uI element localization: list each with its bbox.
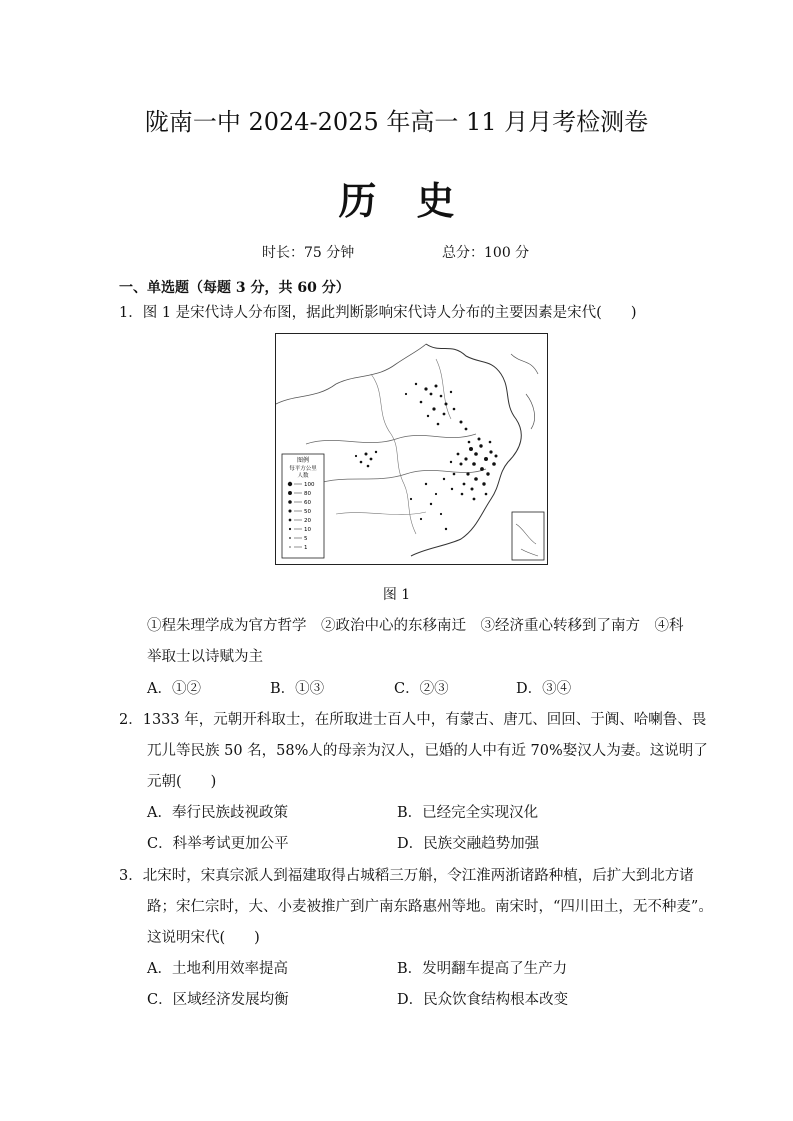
q2-option-a[interactable]: A．奉行民族歧视政策	[147, 805, 288, 821]
legend-marker	[289, 537, 291, 539]
question-3-stem-line3: 这说明宋代( )	[147, 930, 260, 946]
legend-marker	[288, 500, 292, 504]
score-label: 总分：100 分	[442, 245, 530, 261]
q3-option-c[interactable]: C．区域经济发展均衡	[147, 992, 289, 1008]
legend-value: 1	[304, 545, 308, 551]
legend-marker	[288, 482, 292, 486]
q2-option-d[interactable]: D．民族交融趋势加强	[397, 836, 540, 852]
legend-value: 50	[304, 509, 311, 515]
legend-subtitle-2: 人数	[297, 473, 309, 479]
legend-value: 60	[304, 500, 311, 506]
question-3-stem-line1: 3．北宋时，宋真宗派人到福建取得占城稻三万斛，令江淮两浙诸路种植，后扩大到北方诸	[119, 868, 694, 884]
question-1-statements-line2: 举取士以诗赋为主	[147, 649, 263, 665]
q3-option-a[interactable]: A．土地利用效率提高	[147, 961, 288, 977]
section-heading: 一、单选题（每题 3 分，共 60 分）	[119, 280, 350, 296]
q1-option-a[interactable]: A．①②	[147, 681, 201, 697]
question-1-statements-line1: ①程朱理学成为官方哲学 ②政治中心的东移南迁 ③经济重心转移到了南方 ④科	[147, 618, 684, 634]
subject-title: 历史	[338, 178, 495, 223]
figure-caption: 图 1	[382, 587, 411, 603]
song-poet-distribution-map	[275, 333, 548, 565]
legend-value: 5	[304, 536, 308, 542]
question-2-stem-line1: 2．1333 年，元朝开科取士，在所取进士百人中，有蒙古、唐兀、回回、于阗、哈喇鲁、畏	[119, 712, 707, 728]
q2-option-c[interactable]: C．科举考试更加公平	[147, 836, 289, 852]
legend-value: 100	[304, 482, 315, 488]
legend-marker	[288, 509, 291, 512]
question-3-stem-line2: 路；宋仁宗时，大、小麦被推广到广南东路惠州等地。南宋时，“四川田土，无不种麦”。	[147, 899, 713, 915]
q2-option-b[interactable]: B．已经完全实现汉化	[397, 805, 539, 821]
q3-option-d[interactable]: D．民众饮食结构根本改变	[397, 992, 569, 1008]
question-2-stem-line2: 兀儿等民族 50 名，58%人的母亲为汉人，已婚的人中有近 70%娶汉人为妻。这说明了	[147, 743, 708, 759]
q1-option-c[interactable]: C．②③	[394, 681, 449, 697]
map-graphic	[276, 334, 547, 564]
legend-marker	[289, 519, 292, 522]
legend-marker	[289, 528, 291, 530]
question-1-stem: 1．图 1 是宋代诗人分布图，据此判断影响宋代诗人分布的主要因素是宋代( )	[119, 305, 637, 321]
legend-value: 80	[304, 491, 311, 497]
q1-option-b[interactable]: B．①③	[270, 681, 325, 697]
time-label: 时长：75 分钟	[262, 245, 355, 261]
legend-subtitle-1: 每平方公里	[289, 466, 317, 472]
question-2-stem-line3: 元朝( )	[147, 774, 217, 790]
legend-marker	[288, 491, 292, 495]
q1-option-d[interactable]: D．③④	[516, 681, 572, 697]
exam-title: 陇南一中 2024-2025 年高一 11 月月考检测卷	[144, 108, 649, 136]
legend-value: 10	[304, 527, 311, 533]
legend-title: 图例	[296, 457, 310, 464]
legend-value: 20	[304, 518, 311, 524]
q3-option-b[interactable]: B．发明翻车提高了生产力	[397, 961, 568, 977]
legend-marker	[289, 546, 290, 547]
